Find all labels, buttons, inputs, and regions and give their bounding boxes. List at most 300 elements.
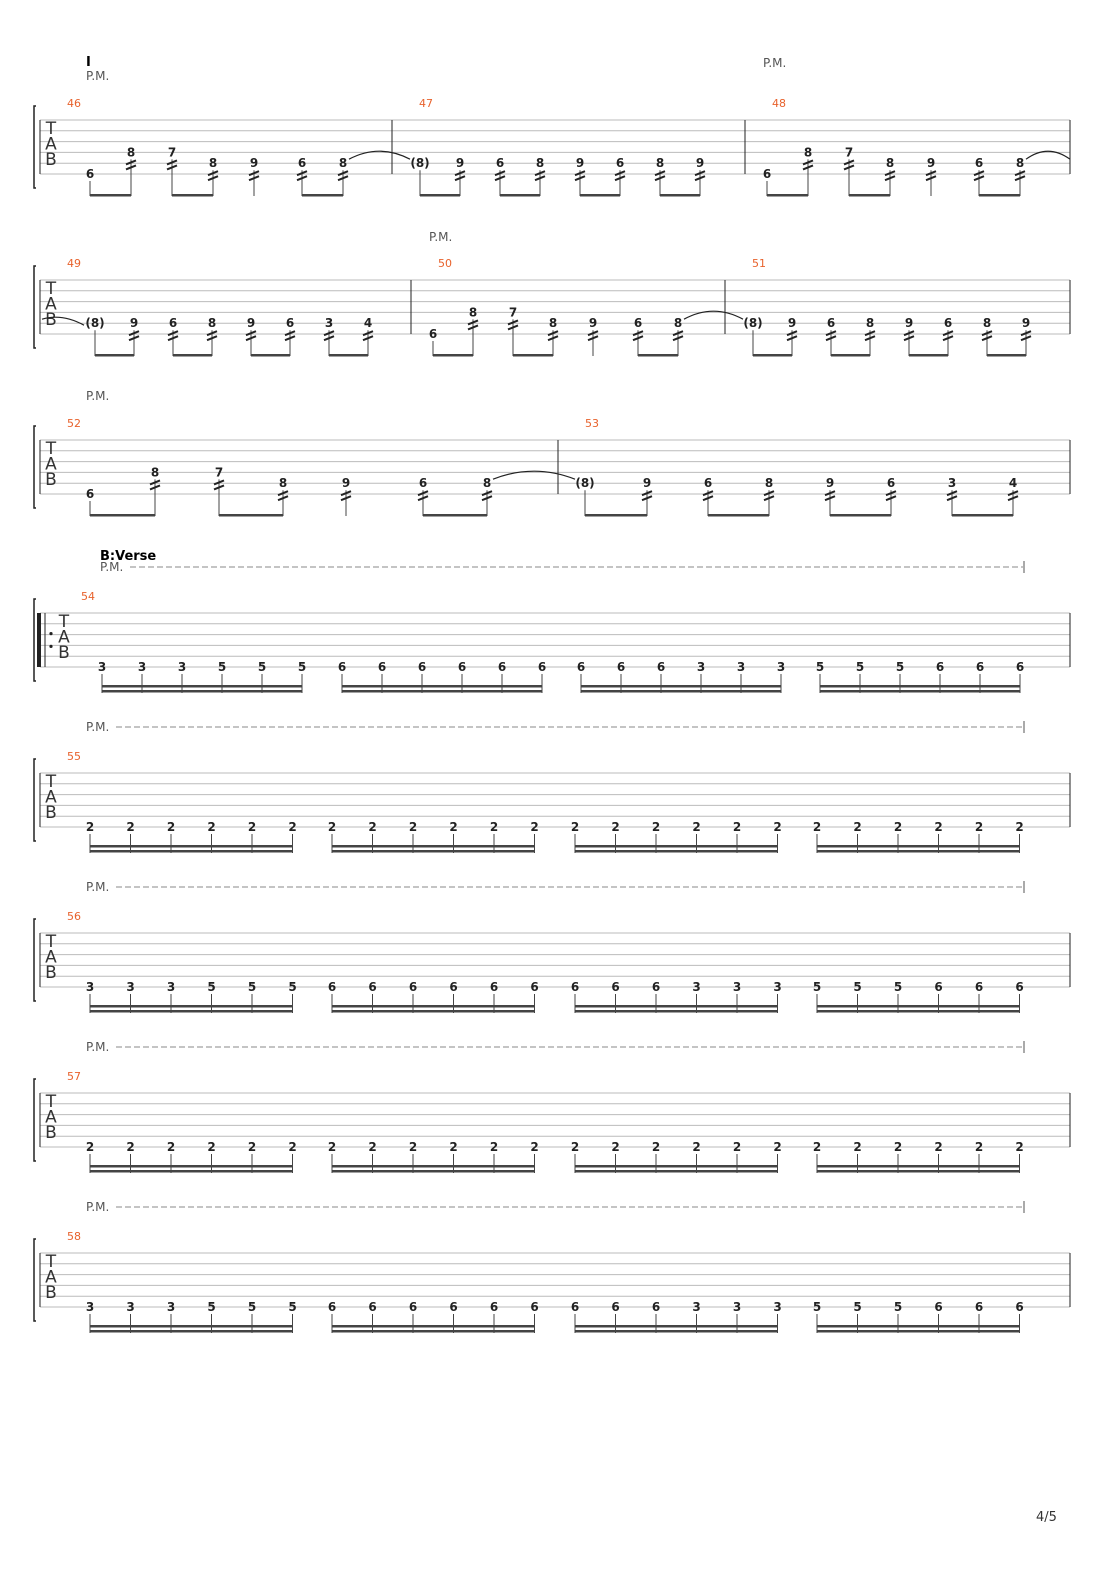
fret-number: 2 (974, 1140, 984, 1154)
beam (849, 194, 890, 197)
fret-number: (8) (743, 316, 763, 331)
fret-number: 6 (934, 980, 943, 994)
fret-number: 2 (288, 820, 297, 834)
palm-mute-label: P.M. (86, 1200, 110, 1214)
fret-number: 3 (692, 980, 701, 994)
fret-number: 2 (853, 820, 862, 834)
fret-number: 8 (535, 156, 545, 171)
beam (102, 685, 302, 688)
fret-number: 5 (815, 660, 825, 674)
bar-number: 52 (67, 417, 81, 430)
fret-number: 6 (656, 660, 666, 674)
repeat-dot (49, 645, 52, 648)
system-bracket (34, 1079, 36, 1161)
fret-number: 2 (489, 1140, 499, 1154)
fret-number: 2 (327, 820, 337, 834)
palm-mute-label: P.M. (763, 56, 787, 70)
fret-number: 9 (926, 156, 936, 171)
fret-number: 2 (207, 1140, 216, 1154)
fret-number: 5 (247, 980, 257, 994)
fret-number: 7 (508, 305, 518, 320)
palm-mute-label: P.M. (86, 1040, 110, 1054)
fret-number: 6 (428, 327, 438, 341)
beam (90, 1170, 293, 1173)
fret-number: 9 (588, 316, 598, 331)
fret-number: 6 (1015, 1300, 1024, 1314)
fret-number: 2 (489, 820, 499, 834)
fret-number: 5 (895, 660, 905, 674)
fret-number: 8 (1015, 156, 1025, 171)
beam (332, 1010, 535, 1013)
fret-number: 2 (974, 820, 984, 834)
fret-number: 8 (482, 476, 492, 491)
fret-number: 8 (673, 316, 683, 331)
beam (90, 514, 155, 517)
fret-number: 9 (1021, 316, 1031, 331)
beam (817, 1005, 1020, 1008)
beam (172, 194, 213, 197)
fret-number: 3 (947, 476, 957, 491)
beam (575, 1010, 778, 1013)
system-bracket (34, 426, 36, 508)
fret-number: 6 (943, 316, 953, 331)
fret-number: 6 (975, 660, 985, 674)
beam (575, 850, 778, 853)
fret-number: 9 (341, 476, 351, 491)
fret-number: 6 (935, 660, 945, 674)
fret-number: 6 (826, 316, 836, 331)
beam (342, 685, 542, 688)
fret-number: 6 (408, 980, 418, 994)
fret-number: 5 (217, 660, 227, 674)
tab-clef-letter: A (45, 1107, 57, 1128)
staff-system-5 (34, 759, 1070, 841)
bar-number: 53 (585, 417, 599, 430)
palm-mute-label: P.M. (86, 389, 110, 403)
fret-number: 2 (247, 1140, 257, 1154)
fret-number: 5 (207, 1300, 216, 1314)
fret-number: 2 (166, 1140, 176, 1154)
fret-number: 8 (208, 156, 218, 171)
repeat-thick-bar (37, 613, 41, 667)
fret-number: 2 (368, 820, 377, 834)
beam (952, 514, 1013, 517)
fret-number: (8) (85, 316, 105, 331)
tab-clef-letter: A (45, 947, 57, 968)
fret-number: 3 (732, 980, 742, 994)
beam (90, 1165, 293, 1168)
tab-clef-letter: T (45, 279, 57, 299)
fret-number: 6 (974, 980, 984, 994)
fret-number: 6 (651, 1300, 661, 1314)
fret-number: 3 (126, 1300, 135, 1314)
beam (513, 354, 553, 357)
fret-number: 2 (893, 1140, 903, 1154)
fret-number: 6 (85, 167, 95, 181)
fret-number: 2 (773, 1140, 782, 1154)
fret-number: 8 (548, 316, 558, 331)
bar-number: 49 (67, 257, 81, 270)
beam (575, 1165, 778, 1168)
fret-number: 2 (408, 1140, 418, 1154)
tab-clef-letter: B (58, 643, 70, 663)
staff-system-8 (34, 1239, 1070, 1321)
beam (90, 1010, 293, 1013)
beam (342, 690, 542, 693)
beam (420, 194, 460, 197)
staff-system-4 (34, 599, 1070, 681)
fret-number: 9 (455, 156, 465, 171)
fret-number: 9 (642, 476, 652, 491)
fret-number: 6 (530, 1300, 539, 1314)
fret-number: 5 (812, 1300, 822, 1314)
fret-number: 2 (85, 1140, 95, 1154)
beam (817, 1165, 1020, 1168)
fret-number: 6 (537, 660, 547, 674)
fret-number: 4 (363, 316, 373, 331)
fret-number: 2 (611, 1140, 620, 1154)
fret-number: 5 (288, 1300, 297, 1314)
fret-number: 8 (468, 305, 478, 320)
fret-number: 2 (1015, 1140, 1024, 1154)
fret-number: 2 (570, 1140, 580, 1154)
fret-number: 2 (611, 820, 620, 834)
fret-number: 2 (126, 1140, 135, 1154)
beam (332, 850, 535, 853)
tab-clef-letter: T (45, 1252, 57, 1272)
fret-number: 9 (575, 156, 585, 171)
tab-clef-letter: A (45, 294, 57, 315)
bar-number: 55 (67, 750, 81, 763)
fret-number: 6 (886, 476, 896, 491)
system-bracket (34, 759, 36, 841)
beam (830, 514, 891, 517)
fret-number: 5 (893, 980, 903, 994)
fret-number: 6 (570, 1300, 580, 1314)
fret-number: 6 (327, 1300, 337, 1314)
beam (90, 194, 131, 197)
staff-system-1 (34, 106, 1070, 188)
bar-number: 48 (772, 97, 786, 110)
fret-number: 3 (773, 1300, 782, 1314)
fret-number: 6 (495, 156, 505, 171)
tab-clef-letter: T (45, 932, 57, 952)
fret-number: 6 (611, 980, 620, 994)
fret-number: 9 (249, 156, 259, 171)
fret-number: 2 (651, 820, 661, 834)
beam (329, 354, 368, 357)
fret-number: 5 (288, 980, 297, 994)
fret-number: 6 (368, 1300, 377, 1314)
beam (979, 194, 1020, 197)
beam (575, 1005, 778, 1008)
fret-number: 6 (1015, 660, 1025, 674)
bar-number: 50 (438, 257, 452, 270)
fret-number: 2 (773, 820, 782, 834)
fret-number: 6 (615, 156, 625, 171)
tab-clef-letter: A (45, 787, 57, 808)
fret-number: 9 (695, 156, 705, 171)
palm-mute-label: P.M. (86, 720, 110, 734)
fret-number: 9 (246, 316, 256, 331)
fret-number: 6 (703, 476, 713, 491)
fret-number: 3 (773, 980, 782, 994)
fret-number: 2 (126, 820, 135, 834)
system-bracket (34, 106, 36, 188)
beam (173, 354, 212, 357)
fret-number: 3 (324, 316, 334, 331)
beam (585, 514, 647, 517)
fret-number: 8 (803, 145, 813, 160)
beam (580, 194, 620, 197)
beam (817, 845, 1020, 848)
fret-number: 6 (616, 660, 626, 674)
fret-number: 5 (207, 980, 216, 994)
beam (423, 514, 487, 517)
fret-number: 2 (1015, 820, 1024, 834)
fret-number: 8 (655, 156, 665, 171)
fret-number: 8 (865, 316, 875, 331)
beam (251, 354, 290, 357)
beam (909, 354, 948, 357)
fret-number: 2 (692, 820, 701, 834)
fret-number: 5 (853, 1300, 862, 1314)
beam (767, 194, 808, 197)
fret-number: 6 (337, 660, 347, 674)
beam (302, 194, 343, 197)
fret-number: 2 (85, 820, 95, 834)
fret-number: 2 (934, 820, 943, 834)
staff-system-2 (34, 266, 1070, 348)
page-number: 4/5 (1036, 1510, 1057, 1525)
fret-number: 8 (982, 316, 992, 331)
system-bracket (34, 919, 36, 1001)
staff-system-6 (34, 919, 1070, 1001)
tab-clef-letter: B (45, 803, 57, 823)
tab-clef-letter: B (45, 1123, 57, 1143)
fret-number: 2 (732, 1140, 742, 1154)
tab-clef-letter: A (58, 627, 70, 648)
fret-number: 8 (278, 476, 288, 491)
tab-clef-letter: T (58, 612, 70, 632)
fret-number: 5 (247, 1300, 257, 1314)
fret-number: 2 (247, 820, 257, 834)
tab-clef-letter: T (45, 439, 57, 459)
fret-number: 3 (736, 660, 746, 674)
palm-mute-label: P.M. (429, 230, 453, 244)
fret-number: 2 (327, 1140, 337, 1154)
section-marker: I (86, 55, 91, 70)
fret-number: 9 (904, 316, 914, 331)
fret-number: 6 (611, 1300, 620, 1314)
beam (575, 1170, 778, 1173)
fret-number: 7 (214, 465, 224, 480)
beam (332, 1170, 535, 1173)
fret-number: 6 (497, 660, 507, 674)
fret-number: 2 (449, 820, 458, 834)
fret-number: 6 (974, 156, 984, 171)
fret-number: 6 (449, 1300, 458, 1314)
beam (708, 514, 769, 517)
staff-system-7 (34, 1079, 1070, 1161)
fret-number: 6 (377, 660, 387, 674)
fret-number: 2 (530, 820, 539, 834)
fret-number: 5 (855, 660, 865, 674)
fret-number: 6 (570, 980, 580, 994)
fret-number: 9 (787, 316, 797, 331)
beam (575, 845, 778, 848)
fret-number: (8) (410, 156, 430, 171)
fret-number: 6 (974, 1300, 984, 1314)
tab-clef-letter: T (45, 119, 57, 139)
fret-number: 5 (812, 980, 822, 994)
system-bracket (34, 1239, 36, 1321)
repeat-dot (49, 632, 52, 635)
tab-clef-letter: B (45, 963, 57, 983)
fret-number: 6 (934, 1300, 943, 1314)
fret-number: 3 (97, 660, 107, 674)
fret-number: 6 (168, 316, 178, 331)
staff-system-3 (34, 426, 1070, 508)
fret-number: 6 (633, 316, 643, 331)
fret-number: 6 (1015, 980, 1024, 994)
tab-clef-letter: B (45, 150, 57, 170)
fret-number: 6 (327, 980, 337, 994)
fret-number: 2 (812, 820, 822, 834)
beam (753, 354, 792, 357)
fret-number: 3 (776, 660, 786, 674)
beam (219, 514, 283, 517)
tab-clef-letter: A (45, 134, 57, 155)
bar-number: 58 (67, 1230, 81, 1243)
tab-clef-letter: T (45, 772, 57, 792)
palm-mute-label: P.M. (86, 69, 110, 83)
tab-clef-letter: A (45, 454, 57, 475)
fret-number: 6 (297, 156, 307, 171)
fret-number: 8 (150, 465, 160, 480)
fret-number: 6 (489, 1300, 499, 1314)
tab-clef-letter: B (45, 470, 57, 490)
fret-number: 3 (137, 660, 147, 674)
bar-number: 47 (419, 97, 433, 110)
beam (90, 845, 293, 848)
fret-number: 3 (177, 660, 187, 674)
fret-number: 6 (417, 660, 427, 674)
fret-number: 5 (297, 660, 307, 674)
beam (332, 1330, 535, 1333)
fret-number: 6 (449, 980, 458, 994)
beam (102, 690, 302, 693)
tab-clef-letter: B (45, 310, 57, 330)
fret-number: 6 (408, 1300, 418, 1314)
fret-number: 8 (126, 145, 136, 160)
fret-number: 2 (692, 1140, 701, 1154)
beam (817, 1010, 1020, 1013)
beam (831, 354, 870, 357)
system-bracket (34, 266, 36, 348)
fret-number: 2 (449, 1140, 458, 1154)
beam (332, 845, 535, 848)
beam (581, 690, 781, 693)
beam (500, 194, 540, 197)
bar-number: 46 (67, 97, 81, 110)
fret-number: 2 (570, 820, 580, 834)
fret-number: 3 (85, 1300, 95, 1314)
fret-number: 6 (85, 487, 95, 501)
fret-number: 8 (764, 476, 774, 491)
fret-number: 3 (692, 1300, 701, 1314)
beam (433, 354, 473, 357)
bar-number: 56 (67, 910, 81, 923)
fret-number: 6 (762, 167, 772, 181)
beam (817, 1170, 1020, 1173)
beam (332, 1005, 535, 1008)
beam (332, 1325, 535, 1328)
fret-number: 3 (85, 980, 95, 994)
fret-number: 6 (418, 476, 428, 491)
beam (90, 1325, 293, 1328)
beam (817, 850, 1020, 853)
beam (820, 690, 1020, 693)
fret-number: 2 (812, 1140, 822, 1154)
fret-number: 6 (489, 980, 499, 994)
fret-number: 2 (368, 1140, 377, 1154)
fret-number: 3 (696, 660, 706, 674)
fret-number: 8 (207, 316, 217, 331)
fret-number: 9 (825, 476, 835, 491)
beam (95, 354, 134, 357)
fret-number: 2 (166, 820, 176, 834)
fret-number: 8 (885, 156, 895, 171)
beam (332, 1165, 535, 1168)
fret-number: 2 (207, 820, 216, 834)
beam (817, 1325, 1020, 1328)
palm-mute-label: P.M. (86, 880, 110, 894)
fret-number: 2 (408, 820, 418, 834)
beam (90, 1005, 293, 1008)
beam (575, 1325, 778, 1328)
beam (90, 850, 293, 853)
tab-clef-letter: A (45, 1267, 57, 1288)
tab-clef-letter: T (45, 1092, 57, 1112)
fret-number: 6 (651, 980, 661, 994)
beam (90, 1330, 293, 1333)
tab-clef-letter: B (45, 1283, 57, 1303)
beam (660, 194, 700, 197)
fret-number: 3 (166, 1300, 176, 1314)
beam (817, 1330, 1020, 1333)
fret-number: 2 (853, 1140, 862, 1154)
fret-number: 2 (934, 1140, 943, 1154)
fret-number: 3 (166, 980, 176, 994)
fret-number: 3 (732, 1300, 742, 1314)
beam (581, 685, 781, 688)
bar-number: 57 (67, 1070, 81, 1083)
fret-number: 6 (368, 980, 377, 994)
bar-number: 51 (752, 257, 766, 270)
fret-number: 5 (853, 980, 862, 994)
fret-number: 6 (457, 660, 467, 674)
fret-number: 6 (530, 980, 539, 994)
system-bracket (34, 599, 36, 681)
fret-number: 3 (126, 980, 135, 994)
beam (987, 354, 1026, 357)
beam (638, 354, 678, 357)
fret-number: 5 (257, 660, 267, 674)
beam (820, 685, 1020, 688)
fret-number: 2 (651, 1140, 661, 1154)
beam (575, 1330, 778, 1333)
